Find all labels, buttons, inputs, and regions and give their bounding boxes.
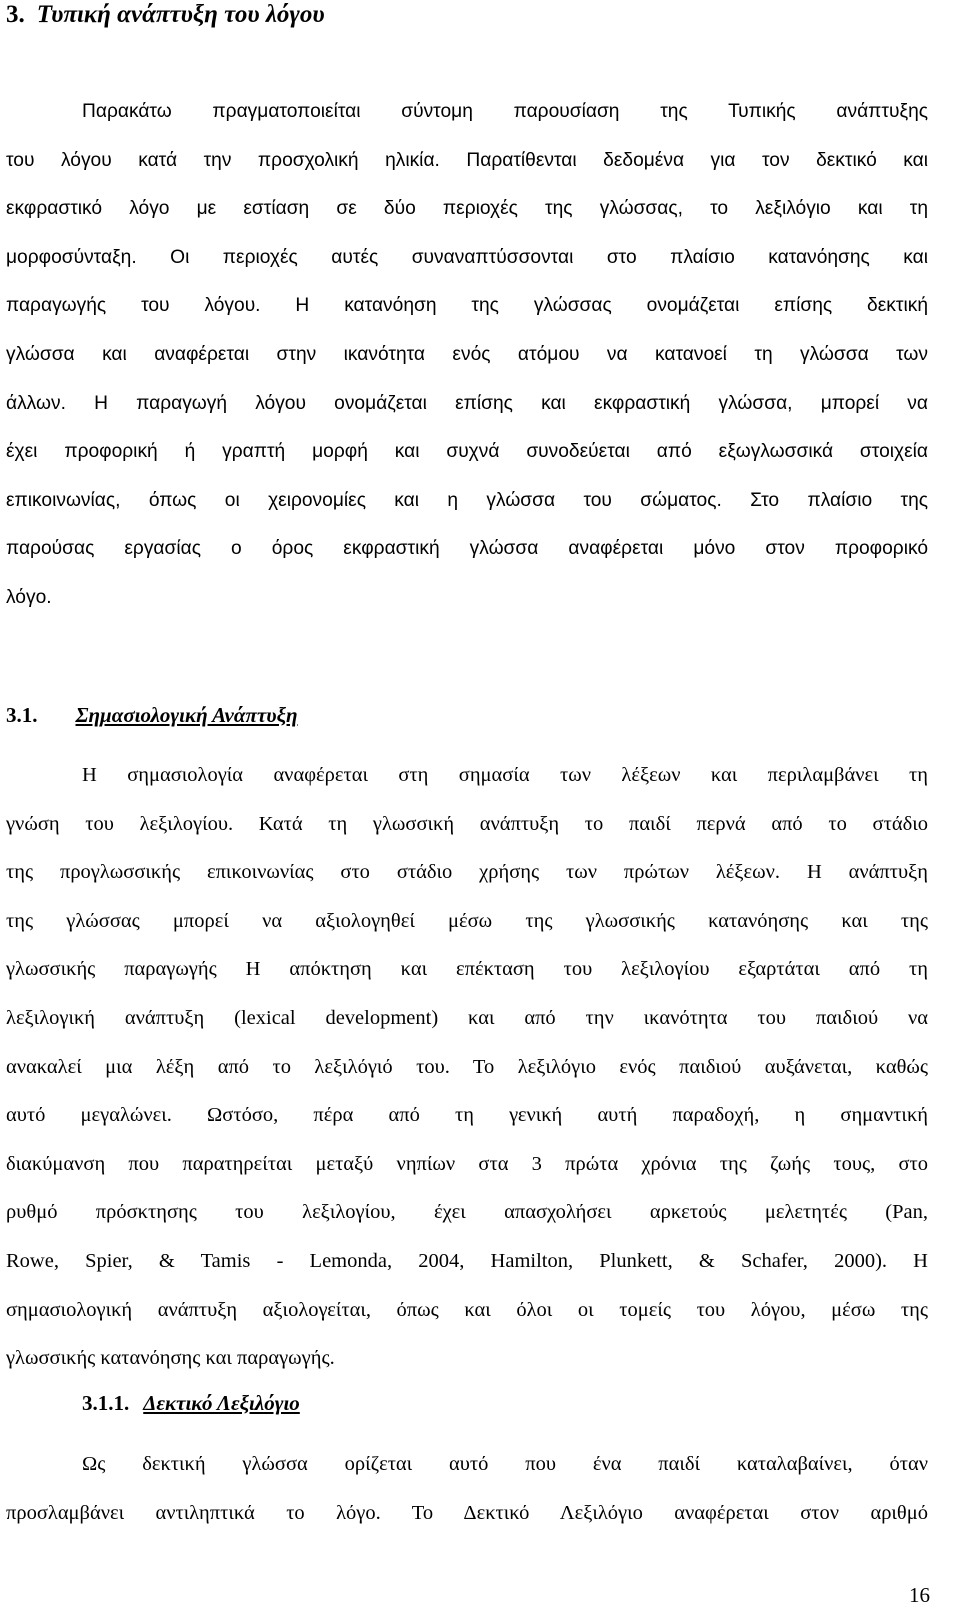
paragraph-line: άλλων. Η παραγωγή λόγου ονομάζεται επίσης και εκφραστική γλώσσα, μπορεί να — [6, 392, 928, 414]
paragraph-line: γλωσσικής κατανόησης και παραγωγής. — [6, 1347, 335, 1370]
page-number: 16 — [909, 1583, 930, 1607]
paragraph-line: Παρακάτω πραγματοποιείται σύντομη παρουσίαση της Τυπικής ανάπτυξης — [82, 101, 928, 122]
semantic-paragraph — [6, 751, 928, 1383]
section-heading — [6, 0, 325, 30]
paragraph-line: επικοινωνίας, όπως οι χειρονομίες και η γλώσσα του σώματος. Στο πλαίσιο της — [6, 489, 928, 511]
paragraph-line: προσλαμβάνει αντιληπτικά το λόγο. Το Δεκτικό Λεξιλόγιο αναφέρεται στον αριθμό — [6, 1501, 928, 1524]
paragraph-line: παρούσας εργασίας ο όρος εκφραστική γλώσσα αναφέρεται μόνο στον προφορικό — [6, 538, 928, 560]
paragraph-line: της προγλωσσικής επικοινωνίας στο στάδιο χρήσης των πρώτων λέξεων. Η ανάπτυξη — [6, 861, 928, 884]
paragraph-line: σημασιολογική ανάπτυξη αξιολογείται, όπως και όλοι οι τομείς του λόγου, μέσω της — [6, 1298, 928, 1321]
subsubsection-number: 3.1.1. — [82, 1391, 130, 1415]
paragraph-line: Rowe, Spier, & Tamis - Lemonda, 2004, Hamilton, Plunkett, & Schafer, 2000). Η — [6, 1249, 928, 1272]
paragraph-line: ανακαλεί μια λέξη από το λεξιλόγιό του. Το λεξιλόγιο ενός παιδιού αυξάνεται, καθώς — [6, 1055, 928, 1078]
paragraph-line: αυτό μεγαλώνει. Ωστόσο, πέρα από τη γενική αυτή παραδοχή, η σημαντική — [6, 1104, 928, 1127]
paragraph-line: της γλώσσας μπορεί να αξιολογηθεί μέσω της γλωσσικής κατανόησης και της — [6, 909, 928, 932]
paragraph-line: γλώσσα και αναφέρεται στην ικανότητα ενός ατόμου να κατανοεί τη γλώσσα των — [6, 343, 928, 365]
section-title: Τυπική ανάπτυξη του λόγου — [36, 1, 325, 28]
section-number: 3. — [6, 1, 25, 28]
paragraph-line: γνώση του λεξιλογίου. Κατά τη γλωσσική ανάπτυξη το παιδί περνά από το στάδιο — [6, 812, 928, 835]
intro-paragraph — [6, 88, 928, 623]
paragraph-line: λόγο. — [6, 586, 52, 608]
paragraph-line: Ως δεκτική γλώσσα ορίζεται αυτό που ένα παιδί καταλαβαίνει, όταν — [82, 1453, 928, 1475]
subsection-number: 3.1. — [6, 703, 38, 727]
subsubsection-title: Δεκτικό Λεξιλόγιο — [143, 1391, 300, 1415]
paragraph-line: μορφοσύνταξη. Οι περιοχές αυτές συναναπτύσσονται στο πλαίσιο κατανόησης και — [6, 246, 928, 268]
paragraph-line: Η σημασιολογία αναφέρεται στη σημασία των λέξεων και περιλαμβάνει τη — [82, 764, 928, 786]
paragraph-line: γλωσσικής παραγωγής Η απόκτηση και επέκταση του λεξιλογίου εξαρτάται από τη — [6, 958, 928, 981]
subsection-title: Σημασιολογική Ανάπτυξη — [75, 703, 298, 727]
paragraph-line: εκφραστικό λόγο με εστίαση σε δύο περιοχές της γλώσσας, το λεξιλόγιο και τη — [6, 198, 928, 220]
paragraph-line: διακύμανση που παρατηρείται μεταξύ νηπίων στα 3 πρώτα χρόνια της ζωής τους, στο — [6, 1152, 928, 1175]
paragraph-line: παραγωγής του λόγου. Η κατανόηση της γλώσσας ονομάζεται επίσης δεκτική — [6, 295, 928, 317]
paragraph-line: του λόγου κατά την προσχολική ηλικία. Παρατίθενται δεδομένα για τον δεκτικό και — [6, 149, 928, 171]
subsubsection-heading — [82, 1388, 300, 1418]
paragraph-line: λεξιλογική ανάπτυξη (lexical development) και από την ικανότητα του παιδιού να — [6, 1006, 928, 1029]
receptive-paragraph — [6, 1440, 928, 1537]
paragraph-line: έχει προφορική ή γραπτή μορφή και συχνά συνοδεύεται από εξωγλωσσικά στοιχεία — [6, 441, 928, 463]
paragraph-line: ρυθμό πρόσκτησης του λεξιλογίου, έχει απασχολήσει αρκετούς μελετητές (Pan, — [6, 1201, 928, 1224]
subsection-heading — [6, 700, 298, 730]
